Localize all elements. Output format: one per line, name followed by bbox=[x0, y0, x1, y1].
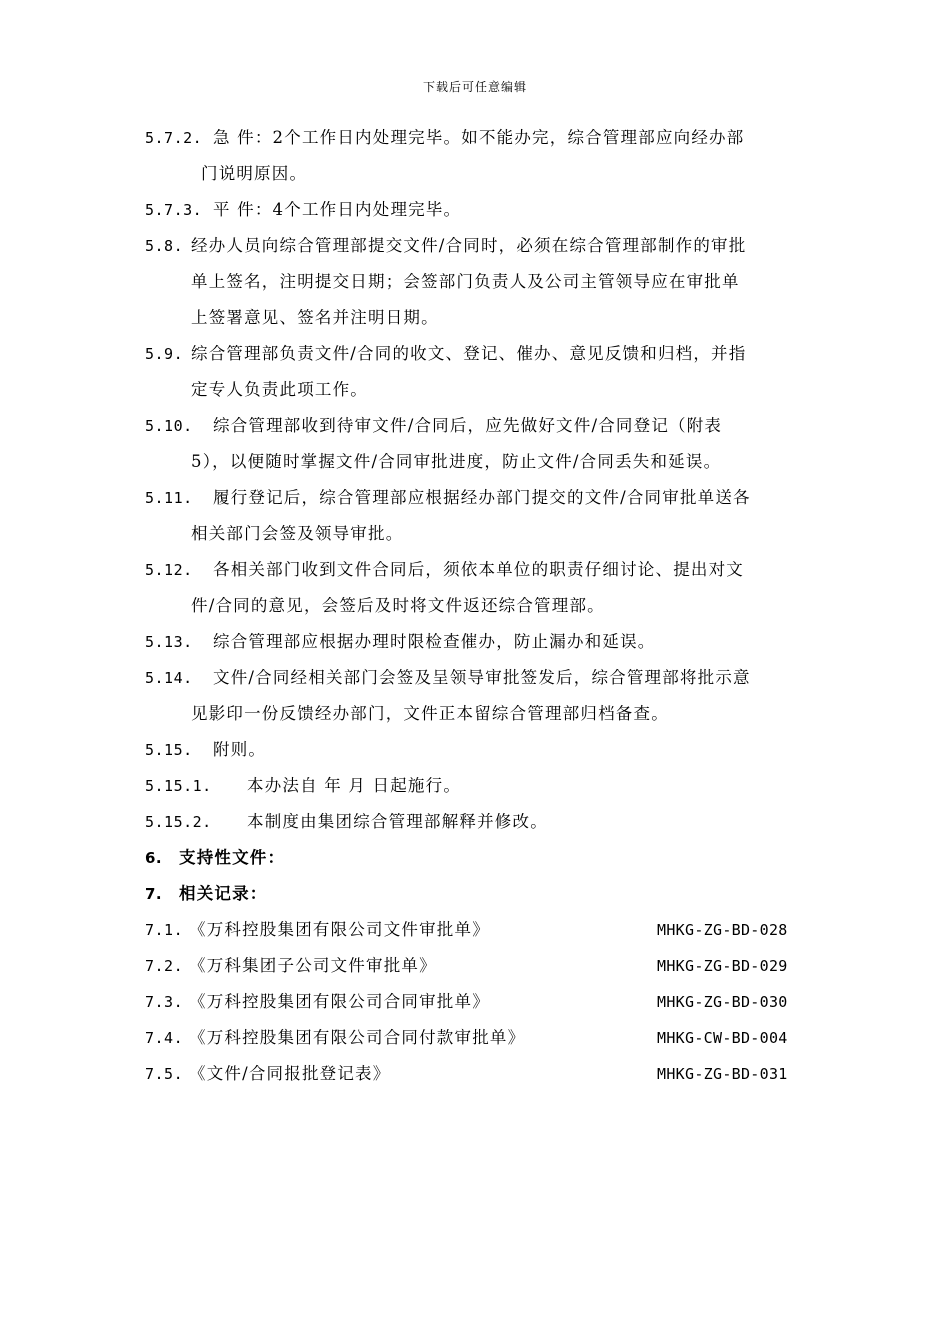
clause-number: 5.9. bbox=[145, 345, 184, 363]
clause-text: 本办法自 年 月 日起施行。 bbox=[247, 776, 462, 795]
clause-number: 5.12. bbox=[145, 561, 193, 579]
clause-5-14 bbox=[145, 660, 805, 696]
section-title: 支持性文件： bbox=[179, 848, 286, 867]
record-7-3 bbox=[145, 984, 805, 1020]
record-7-1 bbox=[145, 912, 805, 948]
clause-text: 平 件：4个工作日内处理完毕。 bbox=[213, 200, 462, 219]
record-code: MHKG-ZG-BD-028 bbox=[657, 921, 788, 939]
clause-text-continuation: 单上签名，注明提交日期；会签部门负责人及公司主管领导应在审批单 bbox=[191, 272, 740, 291]
clause-text: 文件/合同经相关部门会签及呈领导审批签发后，综合管理部将批示意 bbox=[213, 668, 751, 687]
clause-text-continuation: 上签署意见、签名并注明日期。 bbox=[191, 308, 439, 327]
clause-5-15-2 bbox=[145, 804, 805, 840]
clause-5-8-cont-2 bbox=[145, 300, 805, 336]
clause-text-continuation: 相关部门会签及领导审批。 bbox=[191, 524, 404, 543]
record-number: 7.1. bbox=[145, 921, 184, 939]
clause-text: 综合管理部应根据办理时限检查催办，防止漏办和延误。 bbox=[213, 632, 656, 651]
record-code: MHKG-ZG-BD-031 bbox=[657, 1065, 788, 1083]
clause-text-continuation: 定专人负责此项工作。 bbox=[191, 380, 368, 399]
clause-text: 经办人员向综合管理部提交文件/合同时，必须在综合管理部制作的审批 bbox=[191, 236, 747, 255]
clause-5-7-2 bbox=[145, 120, 805, 156]
clause-number: 5.14. bbox=[145, 669, 193, 687]
clause-number: 5.15.1. bbox=[145, 777, 212, 795]
clause-5-7-2-cont bbox=[145, 156, 805, 192]
clause-number: 5.7.2. bbox=[145, 129, 203, 147]
record-title: 《文件/合同报批登记表》 bbox=[189, 1064, 391, 1083]
section-title: 相关记录： bbox=[179, 884, 268, 903]
record-code: MHKG-CW-BD-004 bbox=[657, 1029, 788, 1047]
section-number: 7. bbox=[145, 885, 163, 903]
clause-5-7-3 bbox=[145, 192, 805, 228]
clause-number: 5.15. bbox=[145, 741, 193, 759]
clause-5-12-cont bbox=[145, 588, 805, 624]
clause-5-13 bbox=[145, 624, 805, 660]
clause-number: 5.10. bbox=[145, 417, 193, 435]
record-number: 7.3. bbox=[145, 993, 184, 1011]
clause-5-11 bbox=[145, 480, 805, 516]
section-7-heading bbox=[145, 876, 805, 912]
record-number: 7.4. bbox=[145, 1029, 184, 1047]
clause-5-8-cont-1 bbox=[145, 264, 805, 300]
clause-text: 综合管理部负责文件/合同的收文、登记、催办、意见反馈和归档，并指 bbox=[191, 344, 747, 363]
clause-text: 各相关部门收到文件合同后，须依本单位的职责仔细讨论、提出对文 bbox=[213, 560, 744, 579]
clause-5-10 bbox=[145, 408, 805, 444]
record-title: 《万科控股集团有限公司文件审批单》 bbox=[189, 920, 490, 939]
clause-5-9-cont bbox=[145, 372, 805, 408]
record-number: 7.5. bbox=[145, 1065, 184, 1083]
clause-number: 5.13. bbox=[145, 633, 193, 651]
clause-text: 履行登记后，综合管理部应根据经办部门提交的文件/合同审批单送各 bbox=[213, 488, 751, 507]
record-title: 《万科集团子公司文件审批单》 bbox=[189, 956, 437, 975]
clause-text-continuation: 件/合同的意见，会签后及时将文件返还综合管理部。 bbox=[191, 596, 605, 615]
record-code: MHKG-ZG-BD-030 bbox=[657, 993, 788, 1011]
page-header: 下载后可任意编辑 bbox=[422, 80, 527, 94]
clause-5-12 bbox=[145, 552, 805, 588]
record-number: 7.2. bbox=[145, 957, 184, 975]
clause-text-continuation: 5），以便随时掌握文件/合同审批进度，防止文件/合同丢失和延误。 bbox=[191, 452, 722, 471]
clause-5-10-cont bbox=[145, 444, 805, 480]
clause-5-8 bbox=[145, 228, 805, 264]
record-7-5 bbox=[145, 1056, 805, 1092]
clause-number: 5.8. bbox=[145, 237, 184, 255]
section-number: 6. bbox=[145, 849, 163, 867]
record-code: MHKG-ZG-BD-029 bbox=[657, 957, 788, 975]
clause-text-continuation: 门说明原因。 bbox=[201, 164, 308, 183]
clause-5-9 bbox=[145, 336, 805, 372]
clause-text-continuation: 见影印一份反馈经办部门，文件正本留综合管理部归档备查。 bbox=[191, 704, 669, 723]
clause-5-11-cont bbox=[145, 516, 805, 552]
record-title: 《万科控股集团有限公司合同审批单》 bbox=[189, 992, 490, 1011]
clause-number: 5.7.3. bbox=[145, 201, 203, 219]
clause-text: 急 件：2个工作日内处理完毕。如不能办完，综合管理部应向经办部 bbox=[213, 128, 745, 147]
clause-text: 综合管理部收到待审文件/合同后，应先做好文件/合同登记（附表 bbox=[213, 416, 723, 435]
clause-number: 5.11. bbox=[145, 489, 193, 507]
clause-text: 附则。 bbox=[213, 740, 267, 759]
record-title: 《万科控股集团有限公司合同付款审批单》 bbox=[189, 1028, 526, 1047]
clause-text: 本制度由集团综合管理部解释并修改。 bbox=[247, 812, 548, 831]
clause-5-14-cont bbox=[145, 696, 805, 732]
record-7-2 bbox=[145, 948, 805, 984]
clause-5-15 bbox=[145, 732, 805, 768]
section-6-heading bbox=[145, 840, 805, 876]
clause-5-15-1 bbox=[145, 768, 805, 804]
clause-number: 5.15.2. bbox=[145, 813, 212, 831]
document-body bbox=[145, 120, 805, 1092]
record-7-4 bbox=[145, 1020, 805, 1056]
